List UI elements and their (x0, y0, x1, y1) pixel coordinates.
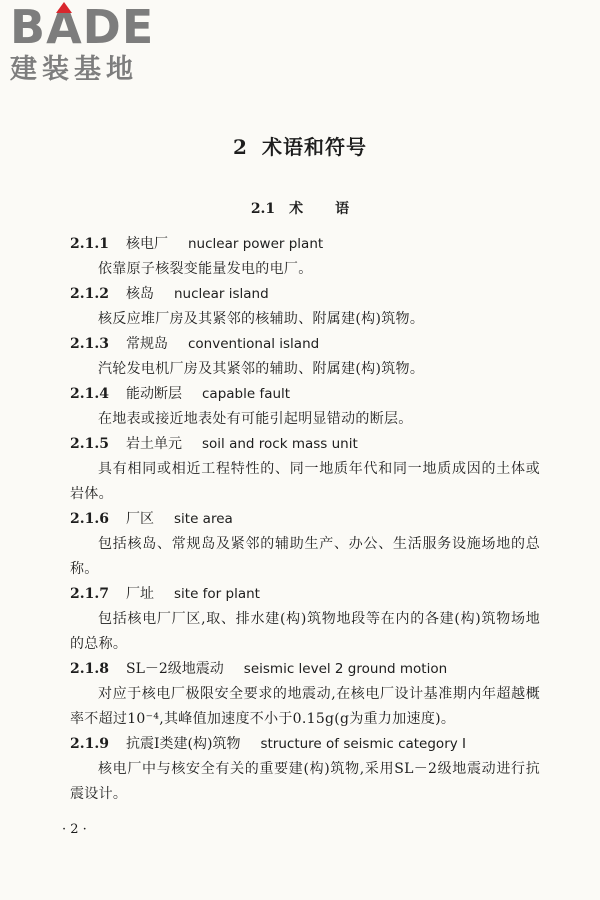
term-entry (70, 732, 540, 807)
term-definition: 对应于核电厂极限安全要求的地震动,在核电厂设计基准期内年超越概率不超过10⁻⁴,其峰值加速度不小于0.15g(g为重力加速度)。 (70, 686, 540, 727)
term-definition: 具有相同或相近工程特性的、同一地质年代和同一地质成因的土体或岩体。 (70, 461, 540, 502)
term-chinese: 能动断层 (126, 386, 182, 402)
logo-letter-a (46, 0, 83, 54)
term-english: seismic level 2 ground motion (243, 661, 448, 677)
logo-letter-b: B (10, 0, 47, 54)
section-title-a: 术 (289, 201, 304, 217)
term-english: site for plant (174, 586, 260, 602)
term-chinese: 核电厂 (126, 236, 168, 252)
section-title-b: 语 (335, 201, 350, 217)
term-number: 2.1.5 (70, 436, 109, 452)
term-entry (70, 507, 540, 582)
term-number: 2.1.8 (70, 661, 109, 677)
term-chinese: 岩土单元 (126, 436, 182, 452)
term-entry (70, 332, 540, 382)
term-list (70, 232, 540, 807)
logo-tagline: 建装基地 (10, 54, 138, 85)
term-chinese: SL－2级地震动 (126, 661, 224, 677)
section-title (0, 198, 600, 218)
page-number: · 2 · (62, 822, 87, 837)
term-number: 2.1.2 (70, 286, 109, 302)
term-entry (70, 432, 540, 507)
term-number: 2.1.1 (70, 236, 109, 252)
term-chinese: 核岛 (126, 286, 154, 302)
term-entry (70, 582, 540, 657)
chapter-title-text: 术语和符号 (261, 135, 367, 159)
term-definition: 在地表或接近地表处有可能引起明显错动的断层。 (98, 411, 413, 427)
term-definition: 包括核岛、常规岛及紧邻的辅助生产、办公、生活服务设施场地的总称。 (70, 536, 540, 577)
term-entry (70, 232, 540, 282)
logo-triangle-icon (56, 2, 72, 13)
term-definition: 核电厂中与核安全有关的重要建(构)筑物,采用SL－2级地震动进行抗震设计。 (70, 761, 540, 802)
section-number: 2.1 (250, 201, 276, 217)
term-chinese: 厂址 (126, 586, 154, 602)
term-chinese: 抗震Ⅰ类建(构)筑物 (126, 736, 241, 752)
term-chinese: 厂区 (126, 511, 154, 527)
logo-letters-de: DE (82, 0, 155, 54)
term-entry (70, 282, 540, 332)
term-chinese: 常规岛 (126, 336, 168, 352)
term-definition: 汽轮发电机厂房及其紧邻的辅助、附属建(构)筑物。 (98, 361, 425, 377)
logo-letter-a-glyph: A (46, 0, 83, 54)
term-entry (70, 382, 540, 432)
brand-logo (10, 0, 175, 86)
term-number: 2.1.7 (70, 586, 109, 602)
term-number: 2.1.3 (70, 336, 109, 352)
term-english: soil and rock mass unit (202, 436, 358, 452)
term-definition: 核反应堆厂房及其紧邻的核辅助、附属建(构)筑物。 (98, 311, 425, 327)
term-english: nuclear power plant (188, 236, 324, 252)
term-number: 2.1.4 (70, 386, 109, 402)
term-english: conventional island (188, 336, 320, 352)
term-number: 2.1.6 (70, 511, 109, 527)
term-entry (70, 657, 540, 732)
term-english: site area (174, 511, 233, 527)
term-definition: 依靠原子核裂变能量发电的电厂。 (98, 261, 313, 277)
term-definition: 包括核电厂厂区,取、排水建(构)筑物地段等在内的各建(构)筑物场地的总称。 (70, 611, 540, 652)
chapter-title (0, 131, 600, 160)
term-english: capable fault (202, 386, 291, 402)
logo-wordmark (10, 0, 175, 54)
term-english: nuclear island (174, 286, 269, 302)
term-number: 2.1.9 (70, 736, 109, 752)
term-english: structure of seismic category Ⅰ (260, 736, 467, 752)
chapter-number: 2 (233, 135, 248, 159)
